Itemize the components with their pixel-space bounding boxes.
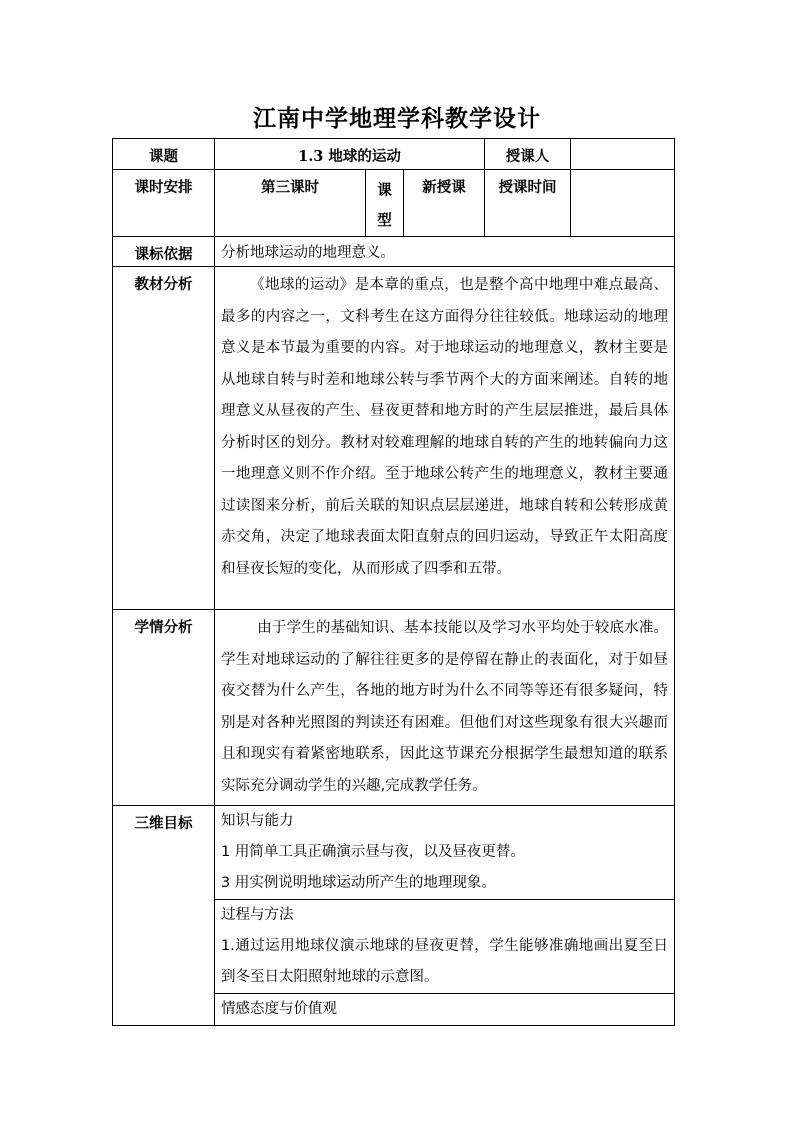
schedule-label: 课时安排	[113, 170, 215, 237]
process-title: 过程与方法	[221, 907, 294, 923]
time-label: 授课时间	[485, 170, 571, 237]
lesson-type-value: 新授课	[404, 170, 485, 237]
lesson-type-label	[366, 170, 404, 237]
lesson-type-label-1: 课	[377, 182, 392, 199]
page-title: 江南中学地理学科教学设计	[253, 105, 541, 132]
knowledge-title: 知识与能力	[221, 813, 294, 829]
row-standard	[113, 237, 675, 267]
goals-attitude	[215, 994, 675, 1026]
row-textbook	[113, 267, 675, 610]
students-text: 由于学生的基础知识、基本技能以及学习水平均处于较底水准。学生对地球运动的了解往往更多的是停留在静止的表面化，对于如昼夜交替为什么产生，各地的地方时为什么不同等等还有很多疑问，特别是对各种光照图的判读还有困难。但他们对这些现象有很大兴趣而且和现实有着紧密地联系，因此这节课充分根据学生最想知道的联系实际充分调动学生的兴趣,完成教学任务。	[215, 610, 675, 806]
lesson-plan-table	[112, 138, 675, 1026]
row-schedule	[113, 170, 675, 237]
time-value	[571, 170, 675, 237]
teacher-label: 授课人	[485, 139, 571, 170]
goals-label: 三维目标	[113, 806, 215, 1026]
topic-value: 1.3 地球的运动	[215, 139, 485, 170]
knowledge-item-1: 1 用简单工具正确演示昼与夜，以及昼夜更替。	[221, 844, 525, 860]
goals-process	[215, 900, 675, 994]
teacher-value	[571, 139, 675, 170]
standard-text: 分析地球运动的地理意义。	[215, 237, 675, 267]
row-topic	[113, 139, 675, 170]
goals-knowledge	[215, 806, 675, 900]
textbook-text: 《地球的运动》是本章的重点，也是整个高中地理中难点最高、最多的内容之一，文科考生在这方面得分往往较低。地球运动的地理意义是本节最为重要的内容。对于地球运动的地理意义，教材主要是从地球自转与时差和地球公转与季节两个大的方面来阐述。自转的地理意义从昼夜的产生、昼夜更替和地方时的产生层层推进，最后具体分析时区的划分。教材对较难理解的地球自转的产生的地转偏向力这一地理意义则不作介绍。至于地球公转产生的地理意义，教材主要通过读图来分析，前后关联的知识点层层递进，地球自转和公转形成黄赤交角，决定了地球表面太阳直射点的回归运动，导致正午太阳高度和昼夜长短的变化，从而形成了四季和五带。	[215, 267, 675, 610]
row-goals-knowledge	[113, 806, 675, 900]
standard-label: 课标依据	[113, 237, 215, 267]
textbook-label: 教材分析	[113, 267, 215, 610]
row-students	[113, 610, 675, 806]
knowledge-item-2: 3 用实例说明地球运动所产生的地理现象。	[221, 875, 496, 891]
schedule-value: 第三课时	[215, 170, 366, 237]
students-label: 学情分析	[113, 610, 215, 806]
topic-label: 课题	[113, 139, 215, 170]
attitude-title: 情感态度与价值观	[221, 1001, 337, 1017]
lesson-type-label-2: 型	[377, 212, 392, 229]
process-item-1: 1.通过运用地球仪演示地球的昼夜更替，学生能够准确地画出夏至日到冬至日太阳照射地球的示意图。	[221, 938, 668, 985]
